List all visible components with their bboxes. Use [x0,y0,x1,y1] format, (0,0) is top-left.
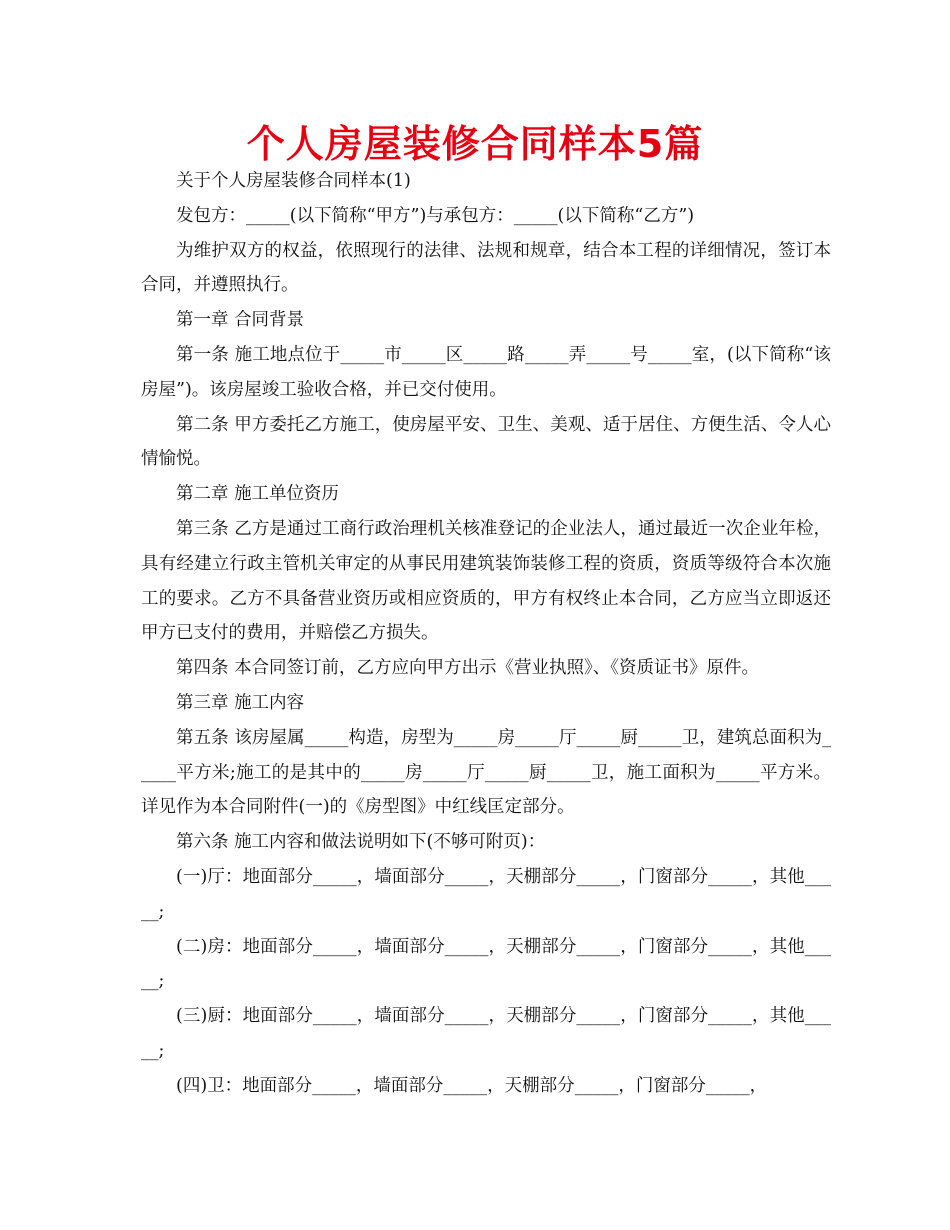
article-3: 第三条 乙方是通过工商行政治理机关核准登记的企业法人，通过最近一次企业年检，具有经建立行政主管机关审定的从事民用建筑装饰装修工程的资质，资质等级符合本次施工的要求。乙方不具备营业资历或相应资质的，甲方有权终止本合同，乙方应当立即返还甲方已支付的费用，并赔偿乙方损失。 [141,518,831,644]
paragraph-purpose: 为维护双方的权益，依照现行的法律、法规和规章，结合本工程的详细情况，签订本合同，并遵照执行。 [141,240,831,296]
item-hall: (一)厅：地面部分_____，墙面部分_____，天棚部分_____，门窗部分_____，其他_____; [141,866,831,922]
article-2: 第二条 甲方委托乙方施工，使房屋平安、卫生、美观、适于居住、方便生活、令人心情愉悦。 [141,414,831,470]
paragraph-intro: 关于个人房屋装修合同样本(1) [176,171,411,191]
article-5: 第五条 该房屋属_____构造，房型为_____房_____厅_____厨_____卫，建筑总面积为_____平方米;施工的是其中的_____房_____厅_____厨_____卫，施工面积为_____平方米。详见作为本合同附件(一)的《房型图》中红线匡定部分。 [141,727,831,818]
chapter-heading-1: 第一章 合同背景 [176,310,305,331]
document-title: 个人房屋装修合同样本5篇 [246,122,704,166]
item-room: (二)房：地面部分_____，墙面部分_____，天棚部分_____，门窗部分_____，其他_____; [141,936,831,992]
article-4: 第四条 本合同签订前，乙方应向甲方出示《营业执照》、《资质证书》原件。 [176,658,760,679]
article-6: 第六条 施工内容和做法说明如下(不够可附页)： [176,832,546,853]
chapter-heading-2: 第二章 施工单位资历 [176,484,340,505]
item-kitchen: (三)厨：地面部分_____，墙面部分_____，天棚部分_____，门窗部分_____，其他_____; [141,1006,831,1061]
item-bathroom: (四)卫：地面部分_____，墙面部分_____，天棚部分_____，门窗部分_____， [176,1075,768,1096]
document-body [141,164,831,1104]
chapter-heading-3: 第三章 施工内容 [176,692,305,713]
article-1: 第一条 施工地点位于_____市_____区_____路_____弄_____号_____室，(以下简称“该房屋”)。该房屋竣工验收合格，并已交付使用。 [141,344,831,400]
paragraph-parties: 发包方：_____(以下简称“甲方”)与承包方：_____(以下简称“乙方”) [176,205,695,226]
